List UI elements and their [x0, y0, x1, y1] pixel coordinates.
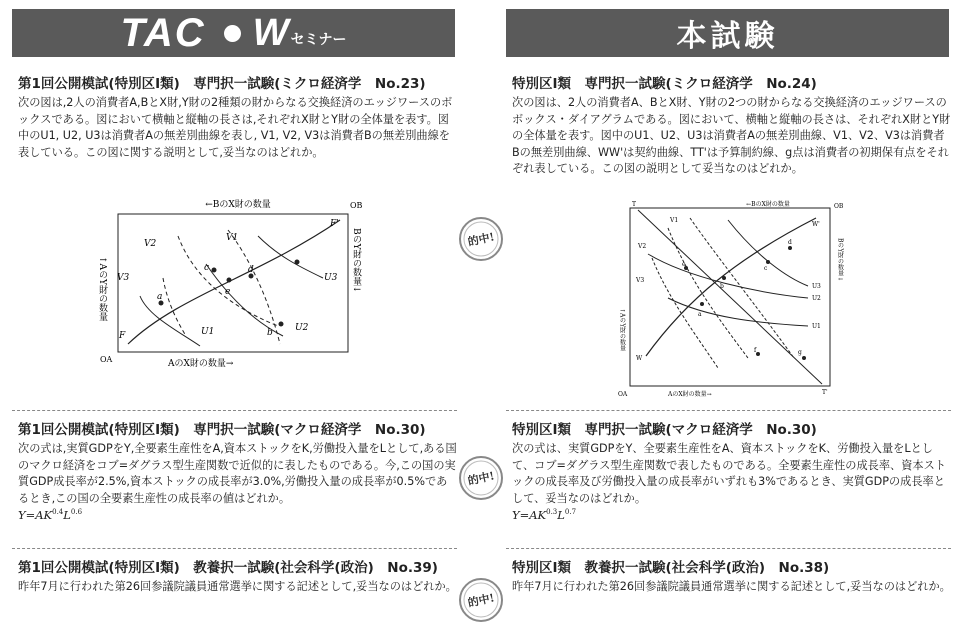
- production-function-formula: [18, 508, 458, 522]
- left-axis-label: ↑AのY財の数量: [618, 308, 626, 352]
- point-u3-intersection: [295, 260, 300, 265]
- right-divider-2: [506, 548, 951, 549]
- right-header-banner: [506, 9, 949, 57]
- point-c: [212, 268, 217, 273]
- label-d: d: [248, 265, 254, 275]
- hit-badge-1: [458, 216, 504, 262]
- label-w-prime: W': [812, 221, 820, 228]
- left-question-1: [18, 75, 458, 161]
- bottom-axis-label: AのX財の数量→: [168, 359, 234, 369]
- hit-badge-2: [458, 455, 504, 501]
- brand-logo-seminar: セミナー: [290, 32, 347, 48]
- point-e: [227, 278, 232, 283]
- formula-l: L: [557, 508, 565, 523]
- corner-oa-label: OA: [618, 391, 628, 398]
- question-heading: 第1回公開模試(特別区Ⅰ類) 専門択一試験(ミクロ経済学 No.23): [18, 76, 426, 92]
- right-axis-label: BのY財の数量↓: [351, 228, 361, 294]
- left-question-3: [18, 559, 458, 596]
- point-b: [279, 322, 284, 327]
- label-u3: U3: [324, 273, 338, 283]
- label-a: a: [698, 311, 702, 318]
- question-heading: 第1回公開模試(特別区Ⅰ類) 専門択一試験(マクロ経済学 No.30): [18, 422, 426, 438]
- formula-base: Y=AK: [18, 508, 53, 523]
- label-g: g: [798, 349, 802, 356]
- formula-exp-l: 0.6: [70, 508, 83, 517]
- point-b: [722, 276, 726, 280]
- label-d: d: [788, 239, 792, 246]
- curve-v2: [668, 228, 748, 358]
- left-divider-2: [12, 548, 457, 549]
- hit-badge-label: 的中!: [466, 230, 496, 249]
- budget-line-tt: [638, 210, 822, 384]
- formula-l: L: [63, 508, 71, 523]
- curve-u3: [728, 220, 808, 286]
- label-w: W: [636, 355, 643, 362]
- corner-ob-label: OB: [350, 201, 363, 210]
- label-v1: V1: [226, 233, 239, 243]
- label-v1: V1: [670, 217, 679, 224]
- left-header-banner: [12, 9, 455, 57]
- actual-exam-title: 本試験: [676, 19, 779, 54]
- label-u2: U2: [295, 323, 309, 333]
- label-u1: U1: [201, 327, 215, 337]
- point-f: [756, 352, 760, 356]
- left-divider-1: [12, 410, 457, 411]
- formula-exp-k: 0.3: [546, 508, 558, 517]
- curve-u2: [206, 264, 283, 336]
- question-heading: 第1回公開模試(特別区Ⅰ類) 教養択一試験(社会科学(政治) No.39): [18, 560, 438, 576]
- right-axis-label: BのY財の数量↓: [836, 238, 844, 282]
- label-f-prime: F': [330, 219, 339, 229]
- brand-logo-tac: TAC: [120, 10, 206, 55]
- curve-u1: [140, 296, 200, 346]
- question-text: 次の図は,2人の消費者A,BとX財,Y財の2種類の財からなる交換経済のエッジワースのボックスである。図において横軸と縦軸の長さは,それぞれX財とY財の全体量を表す。図中のU1, U2, U3は消費者Aの無差別曲線を表し, V1, V2, V3は消費者Bの無差別曲線を表している。この図に関する説明として,妥当なのはどれか。: [18, 96, 453, 159]
- right-question-3: [512, 559, 952, 596]
- point-g: [802, 356, 806, 360]
- right-divider-1: [506, 410, 951, 411]
- question-text: 次の図は、2人の消費者A、BとX財、Y財の2つの財からなる交換経済のエッジワースのボックス・ダイアグラムである。図において、横軸と縦軸の長さは、それぞれX財とY財の全体量を表す。図中のU1、U2、U3は消費者Aの無差別曲線、V1、V2、V3は消費者Bの無差別曲線、WW'は契約曲線、TT'は予算制約線、g点は消費者の初期保有点をそれぞれ表している。この図の説明として妥当なのはどれか。: [512, 96, 951, 176]
- curve-u3: [258, 236, 323, 278]
- question-text: 昨年7月に行われた第26回参議院議員通常選挙に関する記述として,妥当なのはどれか。: [18, 580, 457, 593]
- top-axis-label: ←BのX財の数量: [746, 201, 790, 208]
- label-f: F: [119, 331, 126, 341]
- hit-badge-label: 的中!: [466, 469, 496, 488]
- label-v2: V2: [144, 239, 157, 249]
- curve-u2: [648, 254, 808, 298]
- right-question-2: [512, 421, 952, 522]
- label-b: b: [267, 328, 273, 338]
- label-c: c: [204, 263, 210, 273]
- label-u3: U3: [812, 283, 821, 290]
- question-text: 次の式は、実質GDPをY、全要素生産性をA、資本ストックをK、労働投入量をLとして、コブ=ダグラス型生産関数で表したものである。全要素生産性の成長率、資本ストックの成長率及び労働投入量の成長率がいずれも3%であるとき、実質GDPの成長率として、妥当なのはどれか。: [512, 442, 946, 505]
- top-axis-label: ←BのX財の数量: [205, 200, 271, 210]
- label-u1: U1: [812, 323, 821, 330]
- curve-v1: [228, 230, 280, 344]
- question-heading: 特別区Ⅰ類 教養択一試験(社会科学(政治) No.38): [512, 560, 830, 576]
- left-question-2: [18, 421, 458, 522]
- question-text: 昨年7月に行われた第26回参議院議員通常選挙に関する記述として,妥当なのはどれか。: [512, 580, 951, 593]
- brand-dot-icon: [224, 25, 241, 42]
- corner-ob-label: OB: [834, 203, 844, 210]
- label-v2: V2: [638, 243, 647, 250]
- question-text: 次の式は,実質GDPをY,全要素生産性をA,資本ストックをK,労働投入量をLとして,ある国のマクロ経済をコブ=ダグラス型生産関数で近似的に表したものである。今,この国の実質GDP成長率が2.5%,資本ストックの成長率が3.0%,労働投入量の成長率が0.5%であるとき,この国の全要素生産性の成長率の値はどれか。: [18, 442, 457, 505]
- hit-badge-label: 的中!: [466, 591, 496, 610]
- left-axis-label: ↑AのY財の数量: [97, 256, 107, 321]
- point-d: [788, 246, 792, 250]
- label-u2: U2: [812, 295, 821, 302]
- label-t: T: [632, 201, 637, 208]
- corner-oa-label: OA: [100, 355, 113, 364]
- point-c: [766, 260, 770, 264]
- label-e: e: [682, 261, 686, 268]
- curve-u1: [668, 298, 808, 326]
- label-e: e: [225, 287, 231, 297]
- label-v3: V3: [636, 277, 645, 284]
- formula-base: Y=AK: [512, 508, 547, 523]
- label-a: a: [157, 292, 163, 302]
- formula-exp-k: 0.4: [52, 508, 64, 517]
- label-c: c: [764, 265, 768, 272]
- label-t-prime: T': [822, 389, 828, 396]
- right-edgeworth-box-figure: [608, 198, 858, 398]
- formula-exp-l: 0.7: [564, 508, 577, 517]
- bottom-axis-label: AのX財の数量→: [668, 391, 712, 398]
- right-question-1: [512, 75, 952, 178]
- brand-logo-w: W: [252, 11, 289, 54]
- label-v3: V3: [117, 273, 130, 283]
- curve-v3: [163, 278, 186, 336]
- question-heading: 特別区Ⅰ類 専門択一試験(マクロ経済学 No.30): [512, 422, 817, 438]
- left-edgeworth-box-figure: [88, 196, 388, 372]
- production-function-formula: [512, 508, 952, 522]
- question-heading: 特別区Ⅰ類 専門択一試験(ミクロ経済学 No.24): [512, 76, 817, 92]
- hit-badge-3: [458, 577, 504, 623]
- label-b: b: [720, 283, 724, 290]
- point-a: [700, 302, 704, 306]
- label-f: f: [754, 347, 757, 354]
